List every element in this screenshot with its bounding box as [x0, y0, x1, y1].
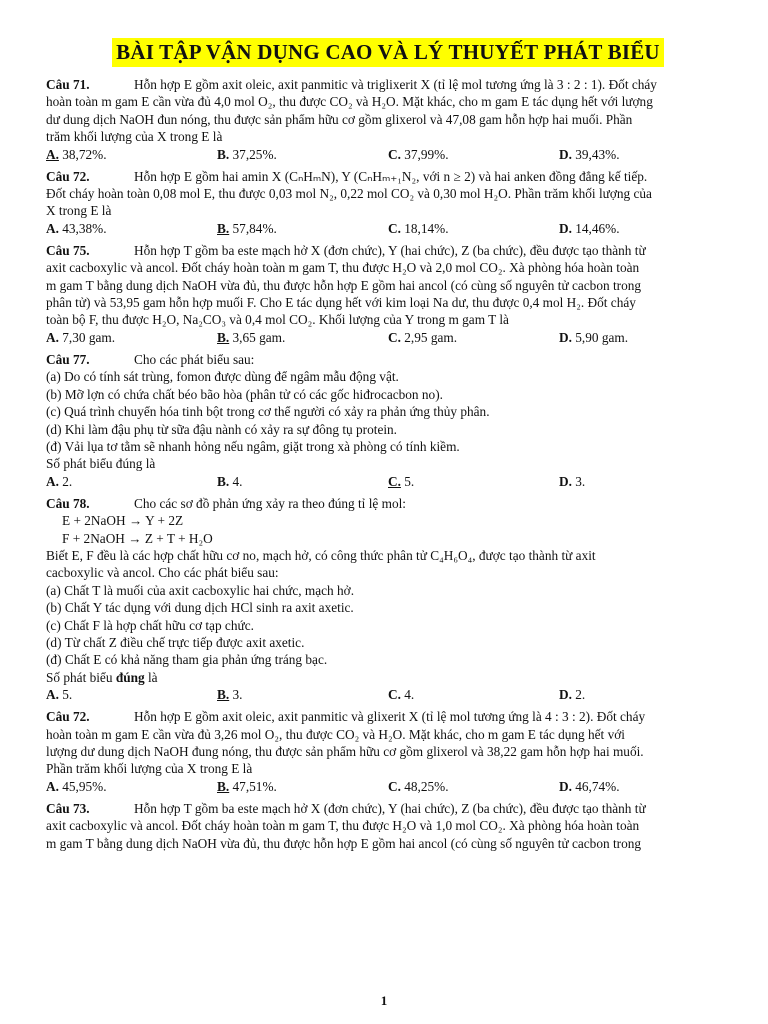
choice-text: 18,14%. — [400, 220, 449, 236]
question-text-line: axit cacboxylic và ancol. Đốt cháy hoàn toàn m gam T, thu được H₂O và 1,0 mol CO₂. Xà phòng hóa hoàn toàn — [46, 818, 640, 834]
question-text-line: trăm khối lượng của X trong E là — [46, 129, 223, 145]
choice-text: 14,46%. — [571, 220, 620, 236]
question-label: Câu 71. — [46, 77, 90, 92]
question-text-line: hoàn toàn m gam E cần vừa đủ 4,0 mol O₂, thu được CO₂ và H₂O. Mặt khác, cho m gam E tác dụng hết với lượng — [46, 94, 653, 110]
answer-choices — [46, 329, 730, 347]
question-ask — [46, 669, 730, 686]
choice-letter: B. — [217, 220, 230, 236]
choice-letter: A. — [46, 473, 59, 489]
choice-text: 4. — [400, 687, 415, 703]
question-text-line: toàn bộ F, thu được H₂O, Na₂CO₃ và 0,4 mol CO₂. Khối lượng của Y trong m gam T là — [46, 312, 509, 328]
reaction-1: E + 2NaOH → Y + 2Z — [62, 513, 184, 529]
choice-d — [559, 778, 730, 796]
choice-letter: C. — [388, 687, 401, 703]
choice-letter: A. — [46, 146, 59, 162]
question-label: Câu 78. — [46, 495, 90, 511]
choice-letter: D. — [559, 146, 572, 162]
choice-letter: A. — [46, 778, 59, 794]
choice-text: 37,99%. — [400, 146, 449, 162]
choice-b — [217, 146, 388, 164]
question-text-line: Hỗn hợp T gồm ba este mạch hở X (đơn chức), Y (hai chức), Z (ba chức), đều được tạo thành từ — [134, 242, 646, 258]
title-block — [46, 38, 730, 67]
ask-emphasis: đúng — [115, 669, 145, 685]
choice-text: 48,25%. — [400, 778, 449, 794]
statement-a: (a) Do có tính sát trùng, fomon được dùng để ngâm mẫu động vật. — [46, 369, 399, 385]
page-title: BÀI TẬP VẬN DỤNG CAO VÀ LÝ THUYẾT PHÁT BIỂU — [112, 38, 664, 67]
choice-text: 5. — [58, 687, 73, 703]
choice-text: 2. — [571, 687, 586, 703]
choice-text: 43,38%. — [58, 220, 107, 236]
choice-a — [46, 473, 217, 491]
choice-letter: C. — [388, 329, 401, 345]
choice-letter: D. — [559, 687, 572, 703]
choice-letter: B. — [217, 778, 230, 794]
question-text-line: hoàn toàn m gam E cần vừa đủ 3,26 mol O₂, thu được CO₂ và H₂O. Mặt khác, cho m gam E tác dụng hết với — [46, 726, 625, 742]
choice-letter: A. — [46, 220, 59, 236]
question-text-line: Đốt cháy hoàn toàn 0,08 mol E, thu được 0,03 mol N₂, 0,22 mol CO₂ và 0,30 mol H₂O. Phần trăm khối lượng của — [46, 186, 652, 202]
choice-b — [217, 329, 388, 347]
choice-text: 3. — [229, 687, 243, 703]
choice-text: 7,30 gam. — [58, 329, 116, 345]
question-label: Câu 75. — [46, 242, 90, 258]
statement-dd: (đ) Chất E có khả năng tham gia phản ứng tráng bạc. — [46, 652, 328, 668]
choice-text: 5,90 gam. — [571, 329, 629, 345]
statement-c: (c) Chất F là hợp chất hữu cơ tạp chức. — [46, 617, 254, 633]
answer-choices — [46, 686, 730, 704]
statement-b: (b) Chất Y tác dụng với dung dịch HCl sinh ra axit axetic. — [46, 600, 354, 616]
question-ask: Số phát biểu đúng là — [46, 456, 156, 472]
choice-c — [388, 473, 559, 491]
choice-d — [559, 220, 730, 238]
choice-letter: B. — [217, 329, 230, 345]
choice-letter: B. — [217, 146, 230, 162]
choice-c — [388, 146, 559, 164]
question-text-line: Hỗn hợp E gồm axit oleic, axit panmitic và glixerit X (tỉ lệ mol tương ứng là 4 : 3 : 2). Đốt cháy — [134, 709, 646, 725]
choice-c — [388, 778, 559, 796]
choice-d — [559, 146, 730, 164]
statement-c: (c) Quá trình chuyển hóa tinh bột trong cơ thể người có xảy ra phản ứng thủy phân. — [46, 404, 490, 420]
question-text-line: Phần trăm khối lượng của X trong E là — [46, 761, 253, 777]
choice-letter: C. — [388, 220, 401, 236]
choice-letter: D. — [559, 329, 572, 345]
answer-choices — [46, 146, 730, 164]
choice-b — [217, 220, 388, 238]
choice-letter: C. — [388, 146, 401, 162]
statement-d: (d) Từ chất Z điều chế trực tiếp được axit axetic. — [46, 634, 305, 650]
choice-text: 4. — [229, 473, 243, 489]
choice-letter: D. — [559, 473, 572, 489]
choice-letter: B. — [217, 687, 230, 703]
choice-b — [217, 686, 388, 704]
question-text-line: X trong E là — [46, 203, 112, 219]
document-page — [46, 38, 730, 856]
choice-text: 2,95 gam. — [400, 329, 458, 345]
choice-d — [559, 329, 730, 347]
choice-text: 5. — [400, 473, 415, 489]
choice-d — [559, 473, 730, 491]
choice-letter: C. — [388, 778, 401, 794]
choice-letter: A. — [46, 329, 59, 345]
choice-text: 39,43%. — [571, 146, 620, 162]
choice-letter: B. — [217, 473, 230, 489]
statement-d: (d) Khi làm đậu phụ từ sữa đậu nành có xảy ra sự đông tụ protein. — [46, 421, 398, 437]
question-71 — [46, 76, 730, 164]
choice-a — [46, 146, 217, 164]
question-text-line: Biết E, F đều là các hợp chất hữu cơ no, mạch hở, có công thức phân tử C₄H₆O₄, được tạo thành từ axit — [46, 547, 596, 563]
choice-text: 38,72%. — [58, 146, 107, 162]
choice-text: 47,51%. — [229, 778, 277, 794]
choice-text: 3,65 gam. — [229, 329, 286, 345]
choice-text: 46,74%. — [571, 778, 620, 794]
question-72a — [46, 168, 730, 238]
question-73 — [46, 800, 730, 852]
choice-text: 57,84%. — [229, 220, 277, 236]
question-text-line: Hỗn hợp T gồm ba este mạch hở X (đơn chức), Y (hai chức), Z (ba chức), đều được tạo thành từ — [134, 800, 646, 816]
choice-c — [388, 686, 559, 704]
choice-b — [217, 778, 388, 796]
question-77 — [46, 351, 730, 491]
question-75 — [46, 242, 730, 347]
question-text-line: m gam T bằng dung dịch NaOH vừa đủ, thu được hỗn hợp E gồm hai ancol (có cùng số nguyên tử cacbon trong — [46, 277, 642, 293]
choice-a — [46, 329, 217, 347]
statement-a: (a) Chất T là muối của axit cacboxylic hai chức, mạch hở. — [46, 582, 355, 598]
choice-c — [388, 329, 559, 347]
question-text-line: lượng dư dung dịch NaOH đung nóng, thu được sản phẩm hữu cơ gồm glixerol và 38,22 gam hỗn hợp hai muối. — [46, 744, 644, 759]
choice-text: 45,95%. — [58, 778, 107, 794]
question-72b — [46, 708, 730, 796]
question-text-line: Cho các phát biểu sau: — [134, 351, 255, 367]
choice-a — [46, 220, 217, 238]
reaction-2: F + 2NaOH → Z + T + H₂O — [62, 530, 213, 546]
choice-text: 3. — [571, 473, 586, 489]
question-label: Câu 72. — [46, 168, 90, 184]
choice-a — [46, 778, 217, 796]
answer-choices — [46, 473, 730, 491]
question-text-line: dư dung dịch NaOH đun nóng, thu được sản phẩm hữu cơ gồm glixerol và 47,08 gam hỗn hợp hai muối. Phần — [46, 111, 633, 127]
answer-choices — [46, 220, 730, 238]
answer-choices — [46, 778, 730, 796]
choice-b — [217, 473, 388, 491]
question-text-line: Cho các sơ đồ phản ứng xảy ra theo đúng tỉ lệ mol: — [134, 495, 406, 511]
choice-letter: D. — [559, 778, 572, 794]
question-text-line: phân tử) và 53,95 gam hỗn hợp muối F. Cho E tác dụng hết với kim loại Na dư, thu được 0,4 mol H₂. Đốt cháy — [46, 295, 636, 311]
choice-letter: C. — [388, 473, 401, 489]
choice-text: 2. — [58, 473, 73, 489]
question-text-line: axit cacboxylic và ancol. Đốt cháy hoàn toàn m gam T, thu được H₂O và 2,0 mol CO₂. Xà phòng hóa hoàn toàn — [46, 260, 640, 276]
statement-b: (b) Mỡ lợn có chứa chất béo bão hòa (phân tử có các gốc hiđrocacbon no). — [46, 386, 443, 402]
question-text-line: Hỗn hợp E gồm axit oleic, axit panmitic và triglixerit X (tỉ lệ mol tương ứng là 3 : 2 : 1). Đốt cháy — [134, 77, 657, 92]
ask-text: là — [144, 669, 158, 685]
choice-a — [46, 686, 217, 704]
page-number: 1 — [380, 993, 388, 1008]
question-78 — [46, 495, 730, 704]
question-label: Câu 77. — [46, 351, 90, 367]
choice-text: 37,25%. — [229, 146, 277, 162]
question-text-line: m gam T bằng dung dịch NaOH vừa đủ, thu được hỗn hợp E gồm hai ancol (có cùng số nguyên tử cacbon trong — [46, 835, 642, 851]
choice-d — [559, 686, 730, 704]
question-label: Câu 72. — [46, 709, 90, 725]
question-label: Câu 73. — [46, 800, 90, 816]
choice-c — [388, 220, 559, 238]
statement-dd: (đ) Vải lụa tơ tằm sẽ nhanh hỏng nếu ngâm, giặt trong xà phòng có tính kiềm. — [46, 438, 460, 454]
choice-letter: D. — [559, 220, 572, 236]
ask-text: Số phát biểu — [46, 669, 116, 685]
choice-letter: A. — [46, 687, 59, 703]
question-text-line: Hỗn hợp E gồm hai amin X (CₙHₘN), Y (CₙHₘ₊₁N₂, với n ≥ 2) và hai anken đồng đẳng kế tiếp. — [134, 168, 648, 184]
question-text-line: cacboxylic và ancol. Cho các phát biểu sau: — [46, 565, 279, 581]
